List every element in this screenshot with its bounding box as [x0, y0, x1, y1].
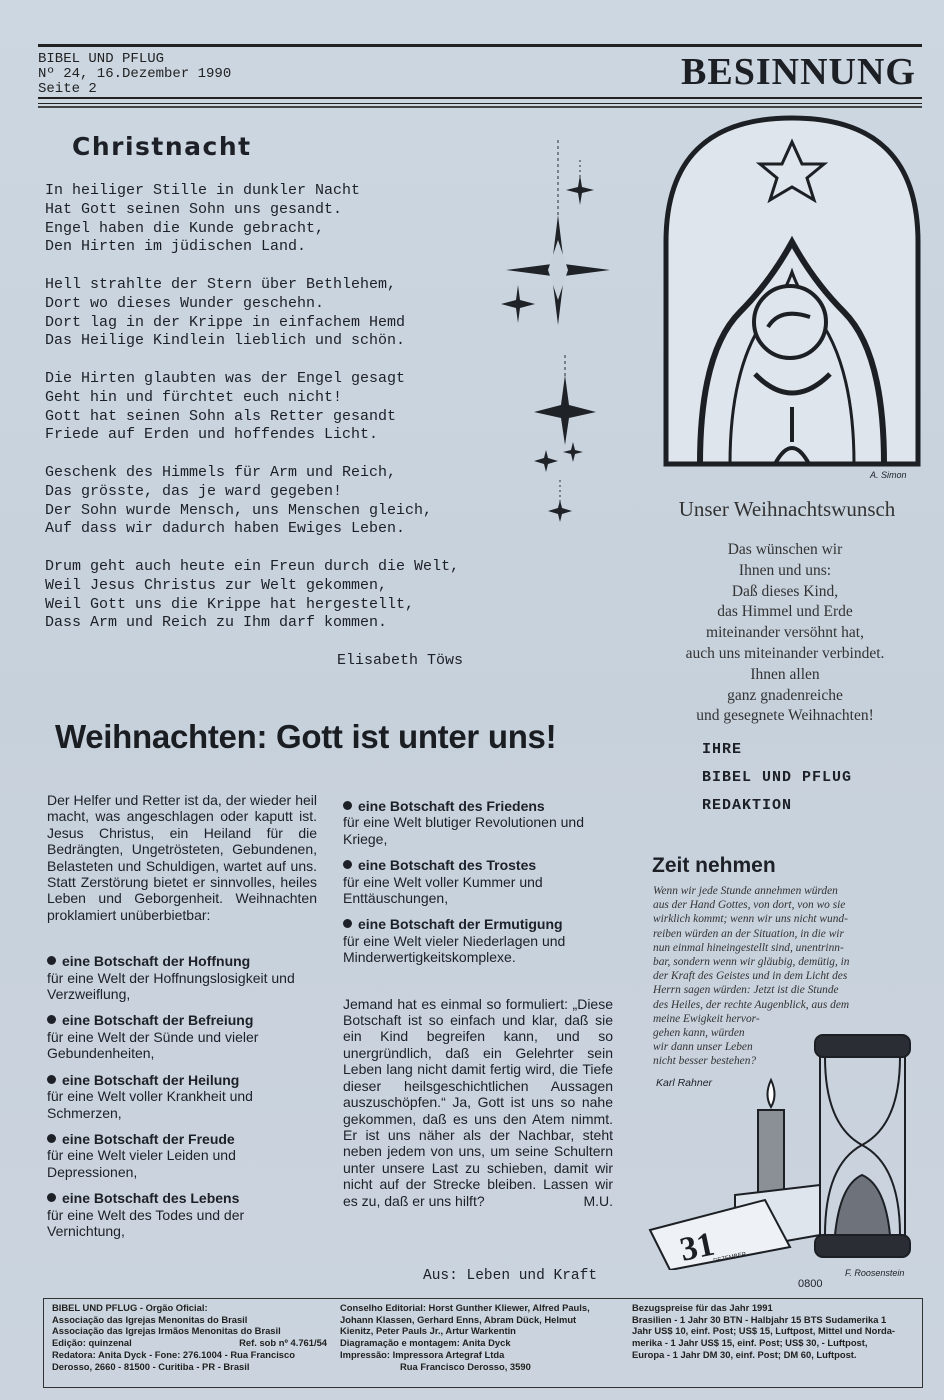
wish-line: ganz gnadenreiche [727, 686, 843, 704]
bullet-icon [343, 919, 352, 928]
imprint-publisher [52, 1302, 327, 1372]
star-icon [563, 442, 583, 462]
star-icon [506, 215, 610, 325]
calendar-day: 31 [676, 1225, 718, 1269]
poem-line: Hat Gott seinen Sohn uns gesandt. [45, 200, 343, 218]
art-credit: A. Simon [870, 470, 907, 480]
nativity-illustration [660, 112, 924, 482]
bullet-list [47, 953, 317, 1239]
bullet-item [47, 1072, 317, 1121]
bullet-heading-text: eine Botschaft der Hoffnung [62, 953, 251, 970]
wish-line: das Himmel und Erde [717, 603, 853, 621]
imprint-line: Brasilien - 1 Jahr 30 BTN - Halbjahr 15 BTS Sudamerika 1 [632, 1313, 887, 1325]
calendar-month: DEZEMBER [712, 1251, 747, 1265]
star-icon [548, 500, 572, 522]
imprint-line [52, 1337, 327, 1349]
imprint-line: merika - 1 Jahr US$ 15, einf. Post; US$ 30, - Luftpost, [632, 1337, 868, 1349]
illustrator-credit: F. Roosenstein [845, 1268, 905, 1278]
poem-stanza [45, 370, 459, 445]
bullet-item [47, 1190, 317, 1239]
bullet-heading-text: eine Botschaft des Lebens [62, 1190, 240, 1207]
poem-line: Dass Arm und Reich zu Ihm darf kommen. [45, 614, 388, 632]
poem-line: Dort wo dieses Wunder geschehn. [45, 294, 325, 312]
poem-line: Geschenk des Himmels für Arm und Reich, [45, 463, 397, 481]
bullet-item [343, 798, 613, 847]
bullet-heading [47, 953, 317, 969]
star-icon [566, 175, 594, 205]
illustration-code: 0800 [798, 1278, 823, 1290]
bullet-text: für eine Welt der Hoffnungslosigkeit und Verzweiflung, [47, 969, 295, 1003]
poem-line: Das grösste, das je ward gegeben! [45, 482, 343, 500]
masthead-rule [38, 106, 922, 108]
article-intro: Der Helfer und Retter ist da, der wieder heil macht, was angeschlagen oder kaputt ist. Jesus Christus, ein Heiland für die Bedrängten, Ungetrösteten, Gebundenen, Belasteten und Schuldigen, wartet auf uns. Statt Zerstörung bietet er sinnvolles, heiles Leben und Geborgenheit. Weihnachten proklamiert unüberbietbar: [47, 792, 317, 923]
bullet-icon [47, 1134, 56, 1143]
bullet-icon [47, 1075, 56, 1084]
poem-stanza [45, 558, 459, 633]
masthead-info [38, 52, 231, 97]
zeit-line: des Heiles, der rechte Augenblick, aus dem [653, 998, 850, 1011]
poem-text [45, 182, 459, 652]
bullet-item [343, 916, 613, 965]
poem-line: Hell strahlte der Stern über Bethlehem, [45, 275, 397, 293]
imprint-ref: Ref. sob nº 4.761/54 [239, 1337, 327, 1349]
poem-line: Auf dass wir dadurch haben Ewiges Leben. [45, 520, 406, 538]
star-icon [501, 285, 535, 323]
imprint-line: Jahr US$ 10, einf. Post; US$ 15, Luftpost, Mittel und Norda- [632, 1325, 896, 1337]
quote-text: Jemand hat es einmal so formuliert: „Diese Botschaft ist so einfach und klar, daß sie ein Kind begreifen kann, und so unergründlich, daß ein Gelehrter sein Leben lang nicht damit fertig wird, die Tiefe dieser heilsgeschichtlichen Aussagen auszuschöpfen.“ Ja, Gott ist uns so nahe gekommen, daß es uns den Atem nimmt. Er ist uns näher als der Nachbar, steht neben jedem von uns, um seine Schultern unter unsere Last zu schieben, damit wir nicht auf der Strecke bleiben. Lassen wir es zu, daß er uns hilft? [343, 995, 613, 1209]
wish-title: Unser Weihnachtswunsch [678, 497, 896, 521]
wish-line: und gesegnete Weihnachten! [696, 707, 874, 725]
signature-line: IHRE [702, 741, 743, 758]
bullet-heading [343, 916, 613, 932]
imprint-line: Bezugspreise für das Jahr 1991 [632, 1302, 773, 1313]
bullet-heading [47, 1012, 317, 1028]
bullet-text: für eine Welt blutiger Revolutionen und Kriege, [343, 814, 585, 847]
zeit-line: nicht besser bestehen? [653, 1055, 757, 1068]
signature [702, 736, 852, 820]
zeit-line: aus der Hand Gottes, von dort, von wo sie [653, 899, 846, 912]
poem-line: Den Hirten im jüdischen Land. [45, 238, 307, 256]
poem-line: Weil Gott uns die Krippe hat hergestellt, [45, 595, 415, 613]
bullet-heading [47, 1190, 317, 1206]
publication-name: BIBEL UND PFLUG [38, 51, 165, 67]
bullet-heading [343, 798, 613, 814]
bullet-text: für eine Welt des Todes und der Vernichtung, [47, 1206, 245, 1239]
bullet-list [343, 798, 613, 966]
masthead-rule [38, 103, 922, 104]
wish-line: Ihnen und uns: [738, 561, 832, 579]
bullet-icon [343, 801, 352, 810]
imprint-line: Conselho Editorial: Horst Gunther Kliewer, Alfred Pauls, [340, 1302, 590, 1313]
bullet-heading [343, 857, 613, 873]
zeit-title: Zeit nehmen [652, 854, 776, 877]
imprint-line: Rua Francisco Derosso, 3590 [400, 1360, 531, 1372]
bullet-heading-text: eine Botschaft der Heilung [62, 1071, 240, 1088]
bullet-icon [47, 956, 56, 965]
poem-line: Geht hin und fürchtet euch nicht! [45, 388, 343, 406]
bullet-icon [47, 1015, 56, 1024]
bullet-text: für eine Welt voller Krankheit und Schmerzen, [47, 1088, 253, 1121]
zeit-line: gehen kann, würden [653, 1027, 745, 1040]
article-column-left [47, 792, 317, 1249]
article-title: Weihnachten: Gott ist unter uns! [55, 718, 557, 755]
bullet-item [47, 953, 317, 1002]
imprint-line: BIBEL UND PFLUG - Orgão Oficial: [52, 1302, 208, 1313]
imprint-prices [632, 1302, 920, 1361]
bullet-heading [47, 1131, 317, 1147]
imprint-edition: Edição: quinzenal [52, 1337, 132, 1349]
masthead-rule [38, 44, 922, 47]
poem-line: Die Hirten glaubten was der Engel gesagt [45, 369, 406, 387]
bullet-text: für eine Welt der Sünde und vieler Gebundenheiten, [47, 1028, 259, 1062]
poem-line: Engel haben die Kunde gebracht, [45, 219, 325, 237]
imprint-line: Diagramação e montagem: Anita Dyck [340, 1337, 511, 1349]
imprint-line: Europa - 1 Jahr DM 30, einf. Post; DM 60, Luftpost. [632, 1348, 857, 1360]
wish-line: miteinander versöhnt hat, [706, 624, 864, 642]
author-initials: M.U. [583, 1192, 613, 1209]
imprint-line: Associação das Igrejas Menonitas do Brasil [52, 1313, 248, 1325]
poem-line: Weil Jesus Christus zur Welt gekommen, [45, 576, 388, 594]
wish-line: Das wünschen wir [727, 541, 843, 558]
poem-line: Dort lag in der Krippe in einfachem Hemd [45, 313, 406, 331]
imprint-line: Impressão: Impressora Artegraf Ltda [340, 1348, 505, 1360]
zeit-line: Herrn sagen würden: Jetzt ist die Stunde [653, 984, 839, 997]
wish-line: Ihnen allen [750, 665, 820, 683]
imprint-editorial [340, 1302, 620, 1372]
zeit-line: Wenn wir jede Stunde annehmen würden [653, 885, 838, 897]
bullet-icon [343, 860, 352, 869]
bullet-heading-text: eine Botschaft der Befreiung [62, 1012, 254, 1029]
wish-text [650, 540, 920, 727]
imprint-line: Kienitz, Peter Pauls Jr., Artur Warkentin [340, 1325, 516, 1337]
zeit-line: der Kraft des Geistes und in dem Licht des [653, 970, 848, 983]
zeit-line: wirklich kommt; wenn wir uns nicht wund- [653, 913, 848, 926]
article-column-right [343, 798, 613, 1209]
bullet-heading-text: eine Botschaft der Ermutigung [358, 916, 563, 933]
zeit-line: wir dann unser Leben [653, 1041, 753, 1054]
hourglass-illustration [640, 1025, 925, 1270]
bullet-text: für eine Welt vieler Leiden und Depressionen, [47, 1147, 236, 1180]
bullet-heading-text: eine Botschaft des Friedens [358, 798, 545, 814]
zeit-author: Karl Rahner [656, 1077, 713, 1089]
imprint-line: Johann Klassen, Gerhard Enns, Abram Dück, Helmut [340, 1313, 577, 1325]
poem-line: Der Sohn wurde Mensch, uns Menschen gleich, [45, 501, 433, 519]
bullet-item [343, 857, 613, 906]
zeit-line: nun einmal hineingestellt sind, unentrinn- [653, 941, 844, 954]
stars-illustration [490, 140, 630, 540]
imprint-line: Redatora: Anita Dyck - Fone: 276.1004 - Rua Francisco [52, 1348, 295, 1360]
bullet-item [47, 1131, 317, 1180]
masthead-rule [38, 97, 922, 99]
bullet-heading [47, 1072, 317, 1088]
signature-line: REDAKTION [702, 797, 793, 814]
poem-line: Friede auf Erden und hoffendes Licht. [45, 426, 379, 444]
issue-date: Nº 24, 16.Dezember 1990 [38, 66, 232, 82]
imprint-line: Associação das Igrejas Irmãos Menonitas do Brasil [52, 1325, 281, 1337]
poem-stanza [45, 182, 459, 257]
zeit-line: reiben würden an der Situation, in die wir [653, 927, 844, 940]
poem-stanza [45, 276, 459, 351]
poem-line: Das Heilige Kindlein lieblich und schön. [45, 332, 406, 350]
zeit-line: meine Ewigkeit hervor- [653, 1012, 760, 1025]
bullet-icon [47, 1193, 56, 1202]
poem-stanza [45, 464, 459, 539]
bullet-text: für eine Welt vieler Niederlagen und Minderwertigkeitskomplexe. [343, 932, 566, 966]
poem-line: Drum geht auch heute ein Freun durch die Welt, [45, 557, 460, 575]
bullet-heading-text: eine Botschaft des Trostes [358, 857, 537, 874]
page-number: Seite 2 [38, 81, 97, 97]
poem-title: Christnacht [72, 132, 252, 161]
wish-line: Daß dieses Kind, [731, 582, 839, 600]
wish-line: auch uns miteinander verbindet. [685, 644, 885, 662]
article-source: Aus: Leben und Kraft [423, 1268, 598, 1284]
poem-line: Gott hat seinen Sohn als Retter gesandt [45, 407, 397, 425]
bullet-text: für eine Welt voller Kummer und Enttäuschungen, [343, 873, 543, 907]
bullet-item [47, 1012, 317, 1061]
article-quote [343, 996, 613, 1209]
poem-line: In heiliger Stille in dunkler Nacht [45, 182, 361, 199]
zeit-line: bar, sondern wenn wir gläubig, demütig, in [653, 956, 850, 969]
poem-author: Elisabeth Töws [337, 652, 464, 669]
imprint-line: Derosso, 2660 - 81500 - Curitiba - PR - Brasil [52, 1360, 250, 1372]
star-icon [534, 450, 558, 472]
bullet-heading-text: eine Botschaft der Freude [62, 1130, 235, 1147]
signature-line: BIBEL UND PFLUG [702, 769, 853, 786]
section-title: BESINNUNG [681, 51, 916, 93]
star-icon [534, 375, 596, 445]
